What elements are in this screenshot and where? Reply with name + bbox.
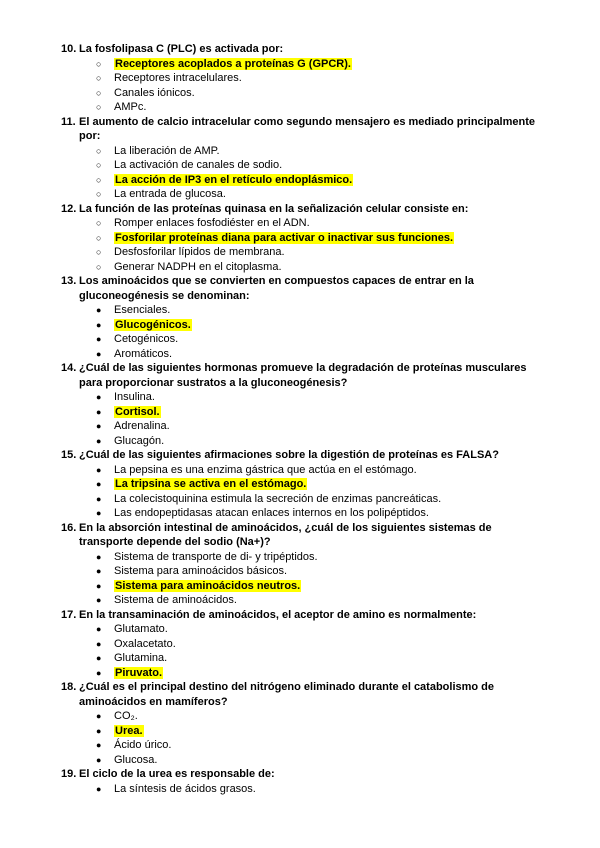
question-heading (61, 274, 541, 303)
answer-option (61, 158, 541, 173)
question-heading (61, 115, 541, 144)
filled-bullet-icon: ● (96, 667, 102, 678)
answer-option (61, 434, 541, 449)
filled-bullet-icon: ● (96, 725, 102, 736)
option-text-wrapper (114, 347, 541, 362)
answer-option-correct (61, 57, 541, 72)
question-heading (61, 521, 541, 550)
answer-option (61, 738, 541, 753)
option-text-wrapper (114, 158, 541, 173)
filled-bullet-icon: ● (96, 435, 102, 446)
option-text: La pepsina es una enzima gástrica que actúa en el estómago. (114, 463, 417, 476)
hollow-bullet-icon: ○ (96, 73, 102, 83)
question-number: 15. (61, 449, 77, 461)
option-text-wrapper (114, 463, 541, 478)
option-text: Sistema de transporte de di- y tripéptidos. (114, 550, 318, 563)
answer-options (61, 216, 541, 274)
question-heading (61, 767, 541, 782)
option-text: Glucagón. (114, 434, 165, 447)
filled-bullet-icon: ● (96, 580, 102, 591)
option-text: Glutamato. (114, 623, 168, 635)
question-item (61, 202, 541, 275)
question-text: ¿Cuál es el principal destino del nitrógeno eliminado durante el catabolismo de aminoácidos en mamíferos? (79, 681, 495, 708)
answer-option-correct (61, 724, 541, 739)
answer-option (61, 390, 541, 405)
option-text: La entrada de glucosa. (114, 188, 226, 200)
question-item (61, 42, 541, 115)
question-number: 10. (61, 43, 77, 55)
answer-option (61, 651, 541, 666)
option-text: Oxalacetato. (114, 637, 176, 650)
filled-bullet-icon: ● (96, 406, 102, 417)
filled-bullet-icon: ● (96, 508, 102, 518)
hollow-bullet-icon: ○ (96, 145, 102, 156)
question-item (61, 361, 541, 448)
filled-bullet-icon: ● (96, 624, 102, 634)
hollow-bullet-icon: ○ (96, 58, 102, 69)
answer-options (61, 782, 541, 797)
option-text: Canales iónicos. (114, 86, 195, 99)
question-text: Los aminoácidos que se convierten en compuestos capaces de entrar en la gluconeogénesis se denominan: (79, 275, 474, 302)
question-item (61, 448, 541, 521)
hollow-bullet-icon: ○ (96, 261, 102, 272)
option-text: Romper enlaces fosfodiéster en el ADN. (114, 217, 310, 229)
option-text-wrapper (114, 724, 541, 739)
question-number: 13. (61, 275, 77, 287)
option-text: Generar NADPH en el citoplasma. (114, 260, 282, 273)
question-text: En la absorción intestinal de aminoácidos, ¿cuál de los siguientes sistemas de transporte depende del sodio (Na+)? (79, 521, 492, 548)
answer-option (61, 564, 541, 579)
answer-option (61, 637, 541, 652)
answer-option (61, 303, 541, 318)
filled-bullet-icon: ● (96, 334, 102, 344)
option-text-wrapper (114, 477, 541, 492)
question-item (61, 521, 541, 608)
option-text-wrapper (114, 782, 541, 797)
answer-option (61, 86, 541, 101)
question-heading (61, 448, 541, 463)
answer-option (61, 71, 541, 86)
answer-option (61, 593, 541, 608)
answer-option (61, 187, 541, 202)
filled-bullet-icon: ● (96, 319, 102, 330)
option-text: Ácido úrico. (114, 739, 172, 751)
option-text-wrapper (114, 144, 541, 159)
question-number: 17. (61, 608, 77, 621)
highlighted-answer-text: Cortisol. (115, 405, 160, 418)
option-text-wrapper (114, 332, 541, 347)
option-text-wrapper (114, 579, 541, 594)
hollow-bullet-icon: ○ (96, 232, 102, 243)
hollow-bullet-icon: ○ (96, 87, 102, 98)
filled-bullet-icon: ● (96, 754, 102, 765)
filled-bullet-icon: ● (96, 551, 102, 562)
option-text: La liberación de AMP. (114, 144, 220, 157)
option-text: La colecistoquinina estimula la secreción de enzimas pancreáticas. (114, 492, 442, 505)
filled-bullet-icon: ● (96, 595, 102, 605)
question-item (61, 115, 541, 202)
question-text: El aumento de calcio intracelular como segundo mensajero es mediado principalmente por: (79, 115, 536, 142)
question-text: El ciclo de la urea es responsable de: (79, 768, 275, 780)
question-heading (61, 361, 541, 390)
answer-options (61, 463, 541, 521)
question-number: 12. (61, 202, 77, 215)
answer-option-correct (61, 579, 541, 594)
filled-bullet-icon: ● (96, 740, 102, 750)
option-text-wrapper (114, 666, 541, 681)
answer-options (61, 709, 541, 767)
filled-bullet-icon: ● (96, 305, 102, 315)
option-text: AMPc. (114, 101, 147, 113)
option-text-wrapper (114, 86, 541, 101)
answer-option (61, 753, 541, 768)
option-text-wrapper (114, 318, 541, 333)
filled-bullet-icon: ● (96, 392, 102, 402)
highlighted-answer-text: Receptores acoplados a proteínas G (GPCR). (115, 57, 351, 70)
option-text: Sistema de aminoácidos. (114, 594, 237, 606)
answer-option-correct (61, 405, 541, 420)
hollow-bullet-icon: ○ (96, 102, 102, 112)
question-number: 16. (61, 521, 77, 534)
question-text: La función de las proteínas quinasa en la señalización celular consiste en: (79, 202, 469, 215)
option-text: Adrenalina. (114, 420, 170, 432)
question-item (61, 680, 541, 767)
option-text-wrapper (114, 173, 541, 188)
filled-bullet-icon: ● (96, 348, 102, 359)
option-text: La síntesis de ácidos grasos. (114, 782, 256, 795)
answer-option (61, 782, 541, 797)
option-text-wrapper (114, 753, 541, 768)
question-item (61, 767, 541, 796)
question-heading (61, 608, 541, 623)
question-text: ¿Cuál de las siguientes afirmaciones sobre la digestión de proteínas es FALSA? (79, 449, 499, 461)
answer-option-correct (61, 231, 541, 246)
option-text-wrapper (114, 231, 541, 246)
option-text: Cetogénicos. (114, 333, 179, 345)
answer-option (61, 245, 541, 260)
hollow-bullet-icon: ○ (96, 160, 102, 170)
option-text: Desfosforilar lípidos de membrana. (114, 246, 285, 258)
filled-bullet-icon: ● (96, 493, 102, 504)
question-number: 19. (61, 768, 77, 780)
answer-options (61, 57, 541, 115)
filled-bullet-icon: ● (96, 711, 102, 721)
filled-bullet-icon: ● (96, 479, 102, 489)
answer-option (61, 550, 541, 565)
option-text: Esenciales. (114, 304, 171, 316)
answer-option-correct (61, 477, 541, 492)
hollow-bullet-icon: ○ (96, 247, 102, 257)
option-text-wrapper (114, 738, 541, 753)
option-text-wrapper (114, 57, 541, 72)
question-text: ¿Cuál de las siguientes hormonas promueve la degradación de proteínas musculares para proporcionar sustratos a la gluconeogénesis? (79, 362, 527, 389)
highlighted-answer-text: La acción de IP3 en el retículo endoplásmico. (115, 173, 353, 186)
answer-option (61, 506, 541, 521)
question-heading (61, 202, 541, 217)
answer-option (61, 332, 541, 347)
option-text: Glutamina. (114, 652, 168, 664)
answer-option (61, 622, 541, 637)
option-text-wrapper (114, 187, 541, 202)
filled-bullet-icon: ● (96, 464, 102, 475)
option-text: Las endopeptidasas atacan enlaces internos en los polipéptidos. (114, 507, 429, 519)
answer-option (61, 100, 541, 115)
answer-option (61, 260, 541, 275)
option-text: Insulina. (114, 391, 155, 403)
hollow-bullet-icon: ○ (96, 189, 102, 199)
option-text-wrapper (114, 622, 541, 637)
answer-options (61, 390, 541, 448)
highlighted-answer-text: Urea. (115, 724, 143, 737)
filled-bullet-icon: ● (96, 783, 102, 794)
answer-option (61, 216, 541, 231)
answer-option-correct (61, 666, 541, 681)
option-text-wrapper (114, 245, 541, 260)
filled-bullet-icon: ● (96, 566, 102, 576)
highlighted-answer-text: Sistema para aminoácidos neutros. (115, 579, 301, 592)
answer-option (61, 463, 541, 478)
hollow-bullet-icon: ○ (96, 218, 102, 228)
answer-options (61, 550, 541, 608)
answer-options (61, 144, 541, 202)
filled-bullet-icon: ● (96, 421, 102, 431)
option-text: CO₂. (114, 710, 138, 722)
option-text-wrapper (114, 492, 541, 507)
highlighted-answer-text: Piruvato. (115, 666, 163, 679)
question-item (61, 274, 541, 361)
option-text-wrapper (114, 506, 541, 521)
highlighted-answer-text: La tripsina se activa en el estómago. (115, 478, 307, 490)
option-text: Sistema para aminoácidos básicos. (114, 565, 288, 577)
option-text: Receptores intracelulares. (114, 72, 242, 84)
option-text-wrapper (114, 637, 541, 652)
filled-bullet-icon: ● (96, 638, 102, 649)
answer-options (61, 622, 541, 680)
question-number: 11. (61, 115, 76, 128)
answer-options (61, 303, 541, 361)
option-text-wrapper (114, 260, 541, 275)
option-text-wrapper (114, 390, 541, 405)
question-text: En la transaminación de aminoácidos, el aceptor de amino es normalmente: (79, 608, 477, 621)
answer-option (61, 709, 541, 724)
option-text: Aromáticos. (114, 347, 173, 360)
option-text-wrapper (114, 419, 541, 434)
highlighted-answer-text: Glucogénicos. (115, 318, 191, 331)
answer-option-correct (61, 318, 541, 333)
option-text-wrapper (114, 709, 541, 724)
highlighted-answer-text: Fosforilar proteínas diana para activar o inactivar sus funciones. (115, 231, 454, 244)
option-text-wrapper (114, 564, 541, 579)
question-number: 18. (61, 681, 77, 693)
option-text-wrapper (114, 303, 541, 318)
question-number: 14. (61, 362, 77, 374)
option-text: Glucosa. (114, 753, 158, 766)
option-text-wrapper (114, 405, 541, 420)
filled-bullet-icon: ● (96, 653, 102, 663)
answer-option-correct (61, 173, 541, 188)
option-text-wrapper (114, 100, 541, 115)
option-text-wrapper (114, 71, 541, 86)
hollow-bullet-icon: ○ (96, 174, 102, 185)
question-text: La fosfolipasa C (PLC) es activada por: (79, 43, 284, 55)
question-list (61, 42, 541, 796)
answer-option (61, 144, 541, 159)
answer-option (61, 492, 541, 507)
question-item (61, 608, 541, 681)
option-text: La activación de canales de sodio. (114, 159, 283, 171)
option-text-wrapper (114, 550, 541, 565)
option-text-wrapper (114, 434, 541, 449)
option-text-wrapper (114, 216, 541, 231)
option-text-wrapper (114, 593, 541, 608)
option-text-wrapper (114, 651, 541, 666)
answer-option (61, 419, 541, 434)
question-heading (61, 42, 541, 57)
question-heading (61, 680, 541, 709)
answer-option (61, 347, 541, 362)
